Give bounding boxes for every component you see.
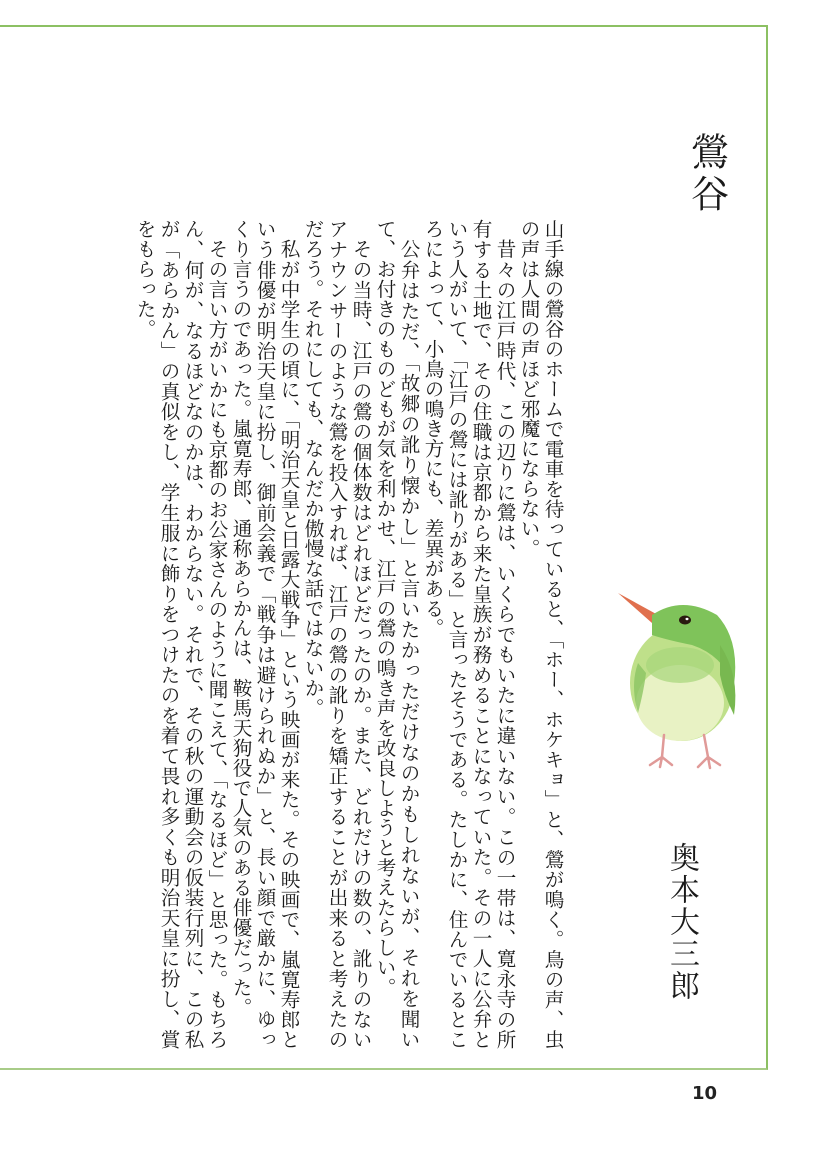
bird-illustration xyxy=(612,585,748,770)
page-number: 10 xyxy=(692,1083,718,1104)
essay-title: 鶯谷 xyxy=(684,132,729,216)
paragraph: その言い方がいかにも京都のお公家さんのように聞こえて、「なるほど」と思った。もちろん、何が、なるほどなのかは、わからない。それで、その秋の運動会の仮装行列に、この私が「あらかん」の真似をし、学生服に飾りをつけたのを着て畏れ多くも明治天皇に扮し、賞をもらった。 xyxy=(133,219,228,1049)
paragraph: 私が中学生の頃に、「明治天皇と日露大戦争」という映画が来た。その映画で、嵐寛寿郎という俳優が明治天皇に扮し、御前会義で「戦争は避けられぬか」と、長い顔で厳かに、ゆっくり言うのであった。嵐寛寿郎、通称あらかんは、鞍馬天狗役で人気のある俳優だった。 xyxy=(229,219,300,1049)
paragraph: 昔々の江戸時代、この辺りに鶯は、いくらでもいたに違いない。この一帯は、寛永寺の所有する土地で、その住職は京都から来た皇族が務めることになっていた。その一人に公弁という人がいて、「江戸の鶯には訛りがある」と言ったそうである。たしかに、住んでいるところによって、小鳥の鳴き方にも、差異がある。 xyxy=(421,219,516,1049)
bird-icon xyxy=(612,585,748,770)
essay-body xyxy=(132,219,564,1049)
paragraph: その当時、江戸の鶯の個体数はどれほどだったのか。また、どれだけの数の、訛りのないアナウンサーのような鶯を投入すれば、江戸の鶯の訛りを矯正することが出来ると考えたのだろう。それにしても、なんだか傲慢な話ではないか。 xyxy=(301,219,372,1049)
paragraph: 山手線の鶯谷のホームで電車を待っていると、「ホー、ホケキョ」と、鶯が鳴く。鳥の声、虫の声は人間の声ほど邪魔にならない。 xyxy=(517,219,564,1049)
author-name: 奥本大三郎 xyxy=(664,842,699,1002)
paragraph: 公弁はただ、「故郷の訛り懐かし」と言いたかっただけなのかもしれないが、それを聞いて、お付きのものどもが気を利かせ、江戸の鶯の鳴き声を改良しようと考えたらしい。 xyxy=(373,219,420,1049)
